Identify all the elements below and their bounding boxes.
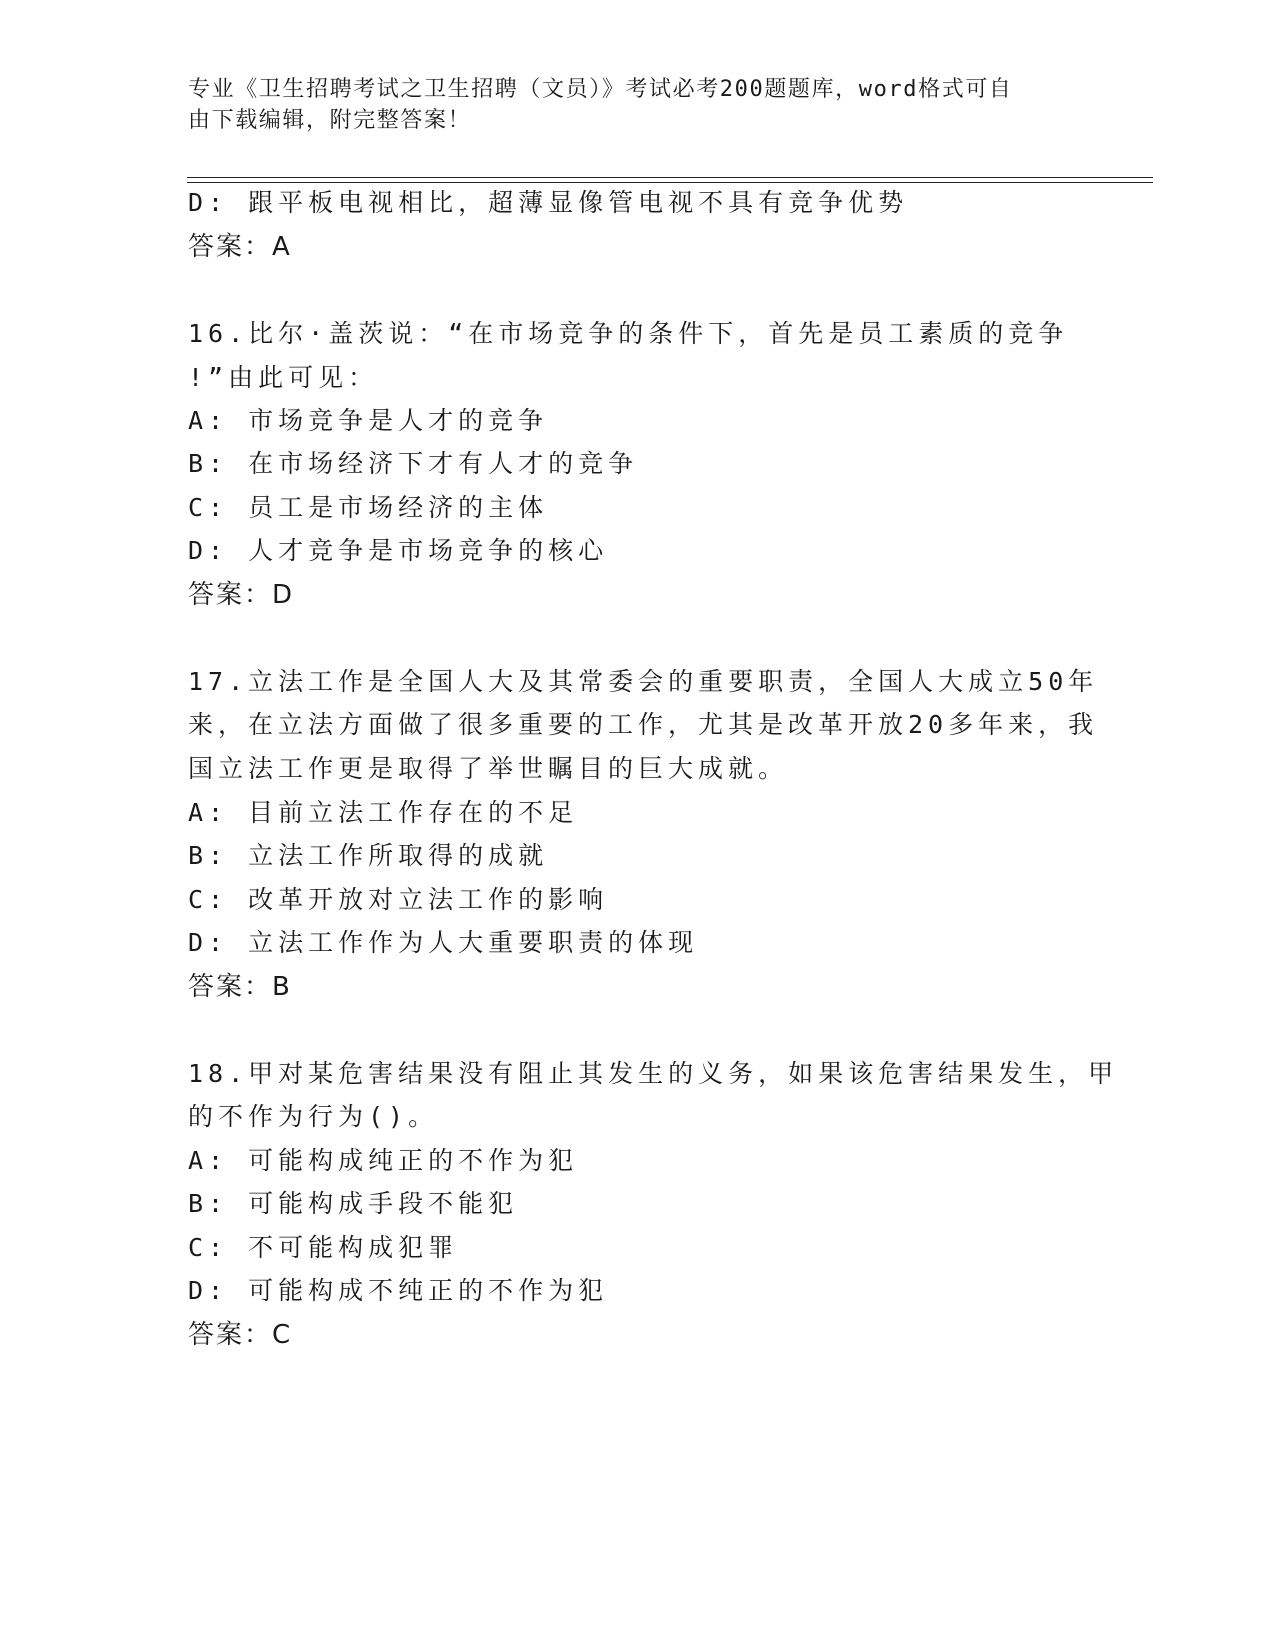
q17-answer: 答案：B (188, 972, 292, 1002)
q16-answer: 答案：D (188, 580, 295, 610)
header-line-1: 专业《卫生招聘考试之卫生招聘（文员）》考试必考200题题库，word格式可自 (188, 77, 1013, 102)
q18-answer: 答案：C (188, 1320, 293, 1350)
q18-option-b: B: 可能构成手段不能犯 (188, 1189, 519, 1218)
q18-option-c: C: 不可能构成犯罪 (188, 1233, 459, 1262)
q16-stem-line-2: !”由此可见： (188, 363, 379, 392)
header-divider-top (187, 177, 1153, 178)
q16-option-a: A: 市场竞争是人才的竞争 (188, 406, 549, 435)
q16-option-b: B: 在市场经济下才有人才的竞争 (188, 449, 639, 478)
q18-option-d: D: 可能构成不纯正的不作为犯 (188, 1276, 609, 1305)
q17-stem-line-3: 国立法工作更是取得了举世瞩目的巨大成就。 (188, 754, 789, 783)
q16-option-c: C: 员工是市场经济的主体 (188, 493, 549, 522)
q17-option-d: D: 立法工作作为人大重要职责的体现 (188, 928, 699, 957)
header-line-2: 由下载编辑，附完整答案！ (188, 108, 472, 133)
q15-option-d: D: 跟平板电视相比，超薄显像管电视不具有竞争优势 (188, 188, 909, 217)
q17-option-b: B: 立法工作所取得的成就 (188, 841, 549, 870)
q18-stem-line-1: 18.甲对某危害结果没有阻止其发生的义务，如果该危害结果发生，甲 (188, 1059, 1119, 1088)
q16-option-d: D: 人才竞争是市场竞争的核心 (188, 536, 609, 565)
q17-option-c: C: 改革开放对立法工作的影响 (188, 885, 609, 914)
q15-answer: 答案：A (188, 232, 292, 262)
q17-stem-line-1: 17.立法工作是全国人大及其常委会的重要职责，全国人大成立50年 (188, 667, 1099, 696)
q18-option-a: A: 可能构成纯正的不作为犯 (188, 1146, 579, 1175)
q18-stem-line-2: 的不作为行为()。 (188, 1102, 439, 1131)
q16-stem-line-1: 16.比尔·盖茨说：“在市场竞争的条件下，首先是员工素质的竞争 (188, 319, 1069, 348)
q17-option-a: A: 目前立法工作存在的不足 (188, 798, 579, 827)
header-divider-bottom (187, 182, 1153, 183)
document-header (188, 74, 1068, 136)
q17-stem-line-2: 来，在立法方面做了很多重要的工作，尤其是改革开放20多年来，我 (188, 710, 1099, 739)
